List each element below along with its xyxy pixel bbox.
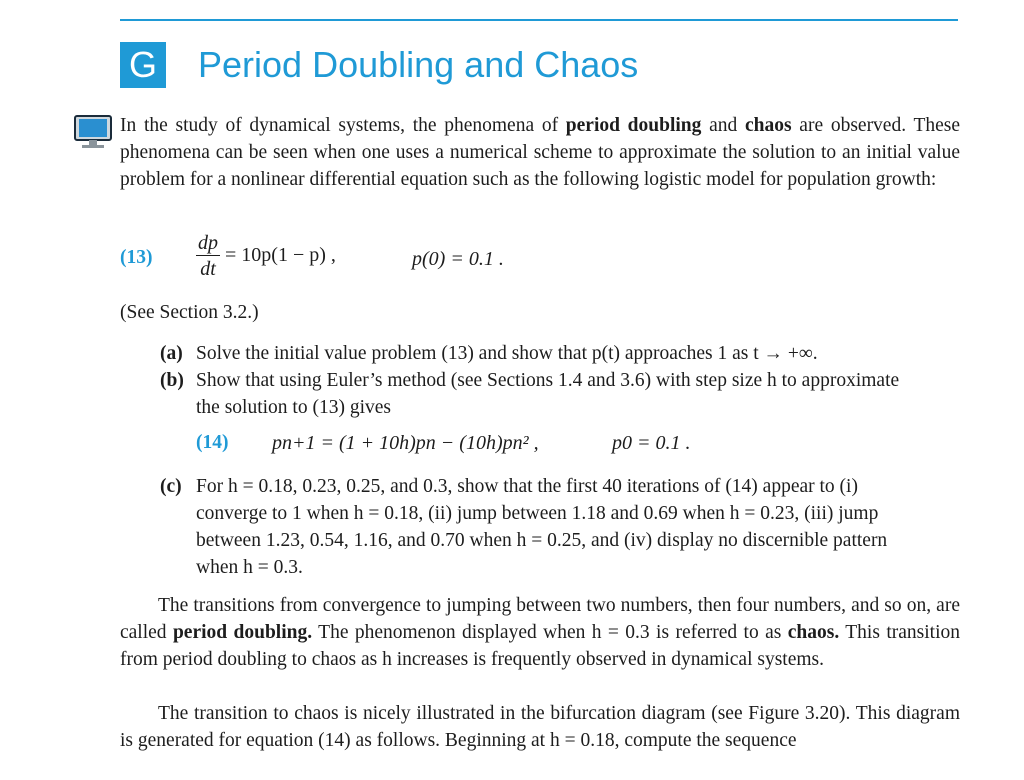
item-a [160,340,920,367]
item-c-text: For h = 0.18, 0.23, 0.25, and 0.3, show that the first 40 iterations of (14) appear to (i) converge to 1 when h = 0.18, (ii) jump between 1.18 and 0.69 when h = 0.23, (iii) jump between 1.23, 0.54, 1.16, and 0.70 when h = 0.25, and (iv) display no discernible pattern when h = 0.3. [196,476,888,578]
item-a-text: Solve the initial value problem (13) and show that p(t) approaches 1 as t → +∞. [196,343,818,364]
equation-13-label: (13) [120,247,153,268]
intro-paragraph: In the study of dynamical systems, the phenomena of period doubling and chaos are observed. These phenomena can be seen when one uses a numerical scheme to approximate the solution to an initial value problem for a nonlinear differential equation such as the following logistic model for population growth: [120,115,961,190]
bifurcation-paragraph: The transition to chaos is nicely illustrated in the bifurcation diagram (see Figure 3.20). This diagram is generated for equation (14) as follows. Beginning at h = 0.18, compute the sequence [120,703,960,751]
section-header [120,42,638,88]
item-c [160,473,920,581]
see-section-note: (See Section 3.2.) [120,302,259,323]
section-title: Period Doubling and Chaos [198,44,639,85]
eq13-initial-condition: p(0) = 0.1 . [412,248,504,270]
equation-14-label: (14) [196,432,229,453]
section-badge: G [120,42,166,88]
item-a-label: (a) [160,343,183,364]
equation-14: pn+1 = (1 + 10h)pn − (10h)pn² , [272,432,539,454]
equation-13 [196,231,336,282]
eq14-initial-condition: p0 = 0.1 . [612,432,691,454]
eq13-numerator: dp [198,232,218,254]
item-b-label: (b) [160,370,184,391]
transitions-paragraph: The transitions from convergence to jumping between two numbers, then four numbers, and so on, are called period doubling. The phenomenon displayed when h = 0.3 is referred to as chaos. This transition from period doubling to chaos as h increases is frequently observed in dynamical systems. [120,595,960,670]
top-rule [120,19,958,21]
item-b-text: Show that using Euler’s method (see Sections 1.4 and 3.6) with step size h to approximate the solution to (13) gives [196,370,900,418]
item-c-label: (c) [160,476,182,497]
computer-monitor-icon [73,114,115,152]
eq13-denominator: dt [200,258,216,280]
item-b [160,367,920,421]
eq13-rhs: = 10p(1 − p) , [220,244,336,267]
